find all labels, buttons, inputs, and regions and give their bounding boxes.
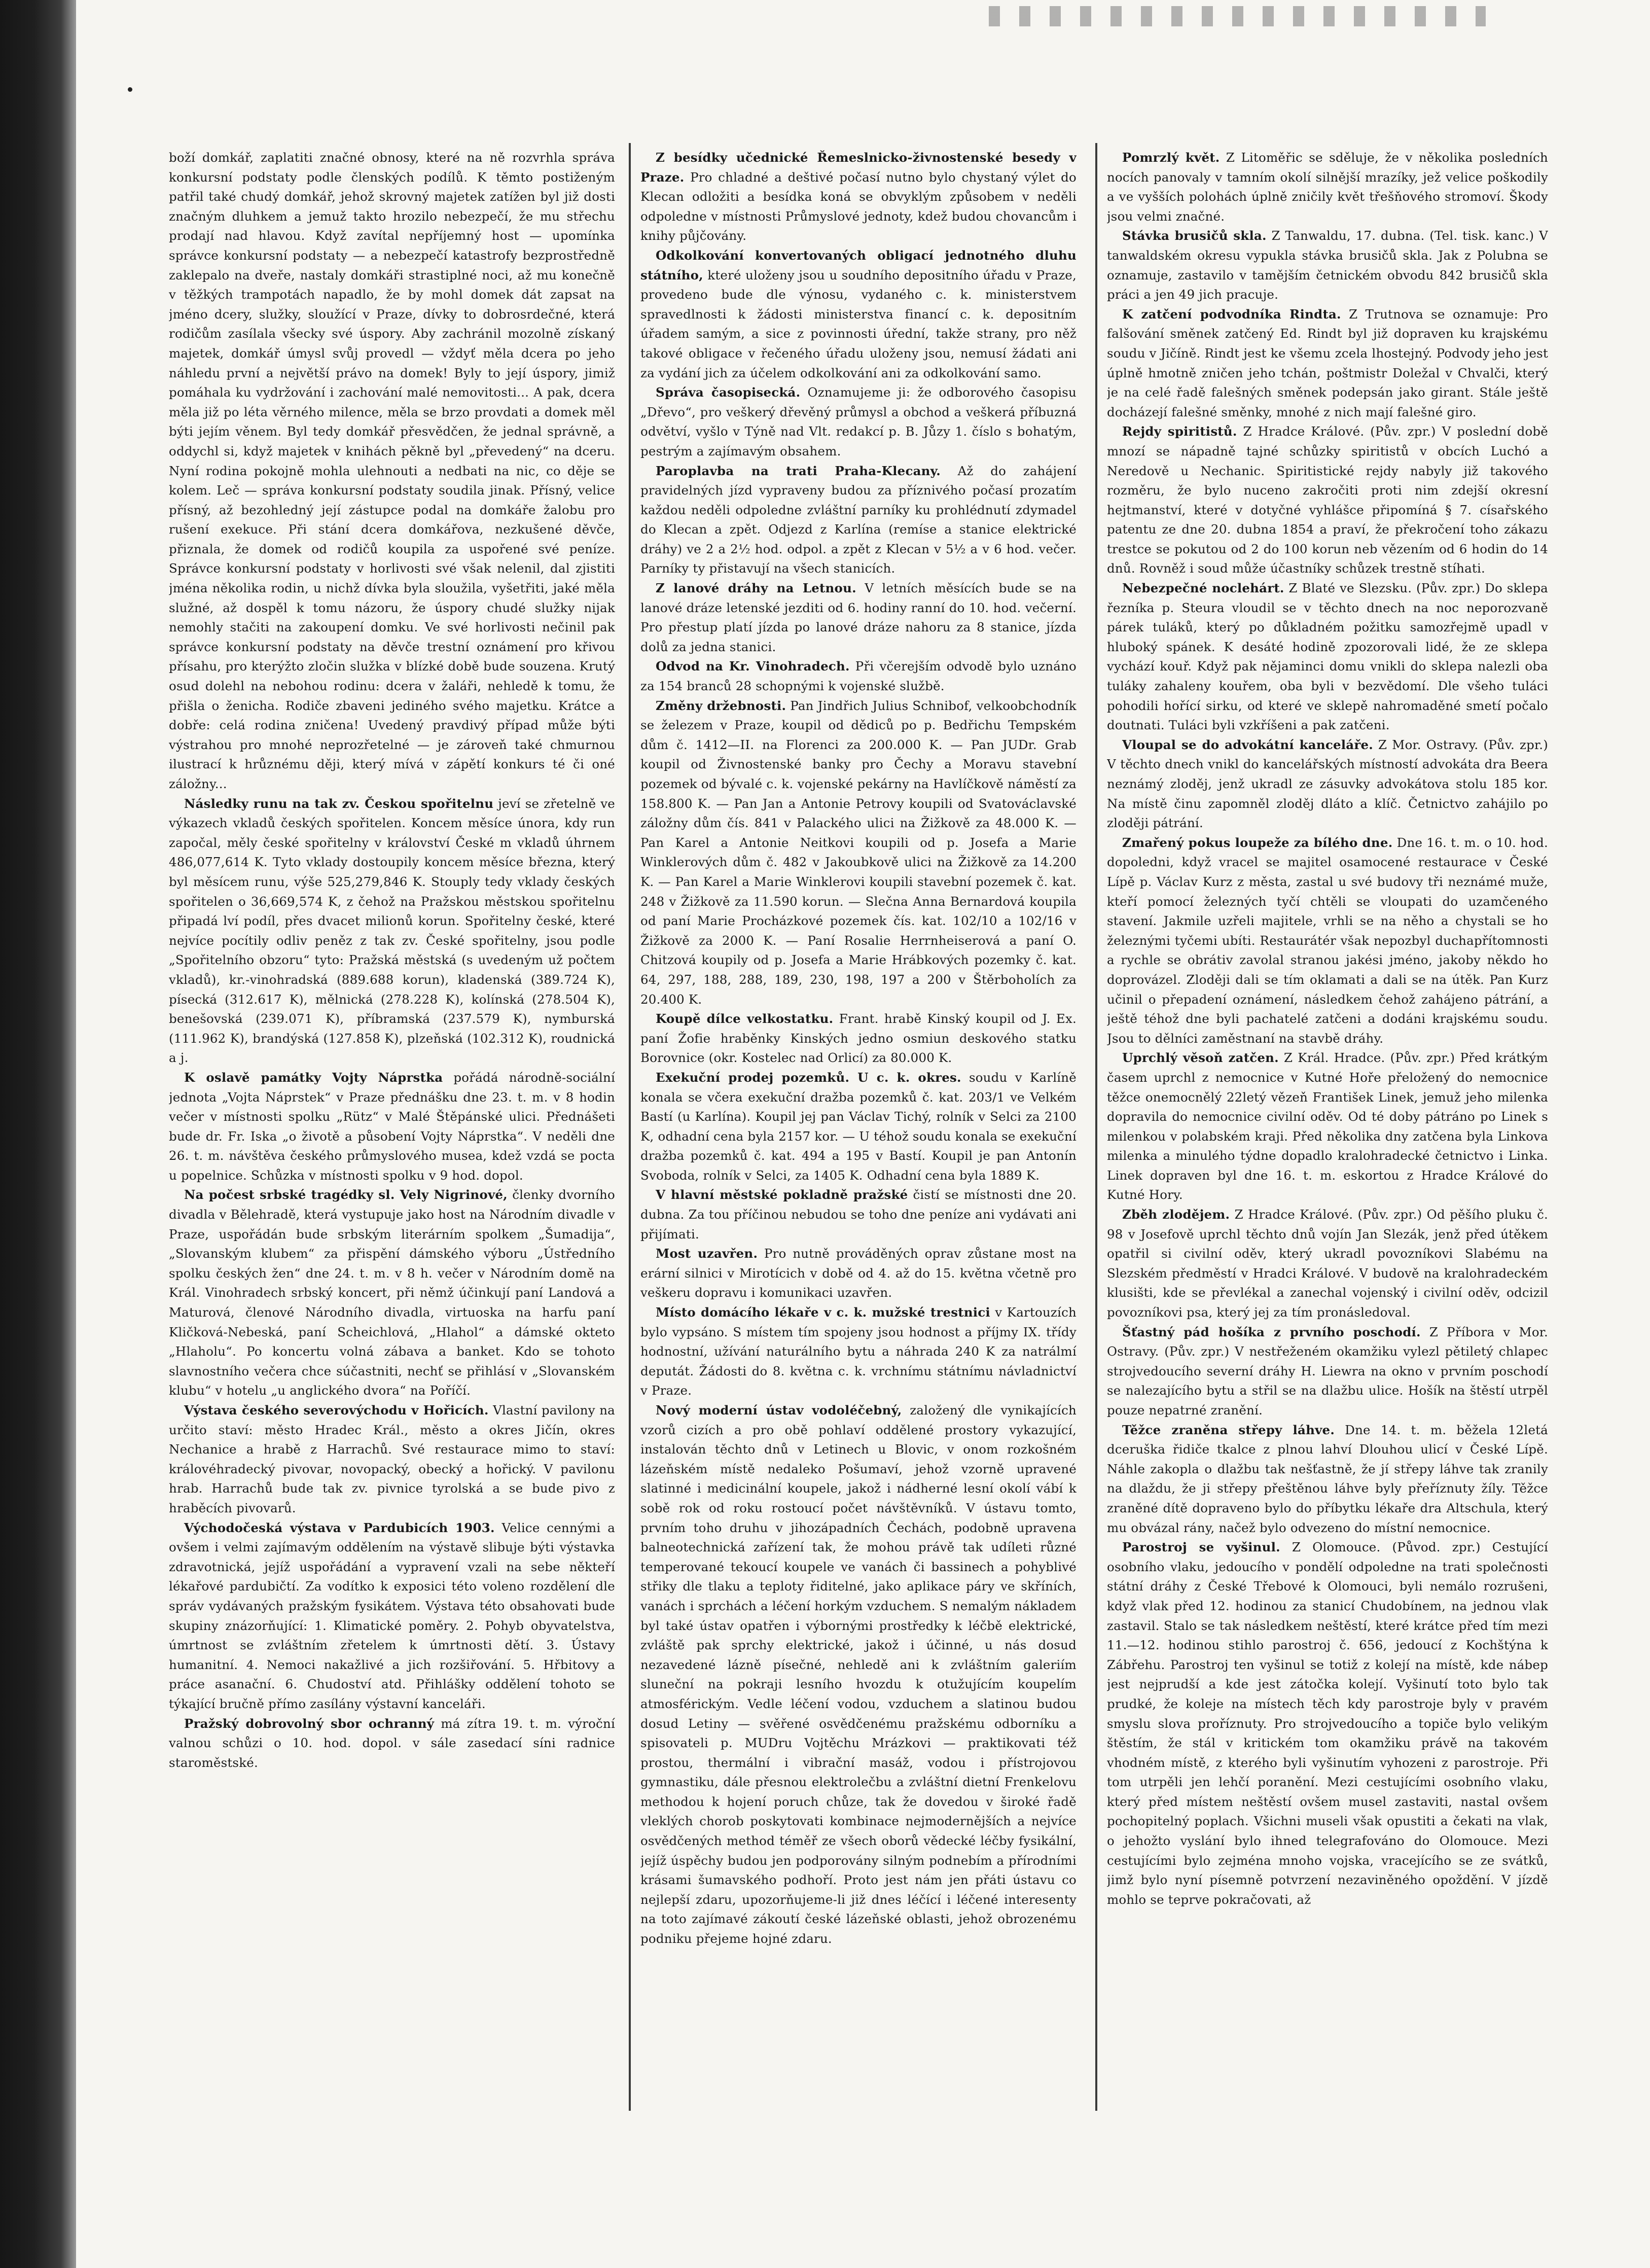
article-heading: Změny držebnosti. bbox=[656, 698, 786, 713]
article: Uprchlý věsoň zatčen. Z Král. Hradce. (Pův. zpr.) Před krátkým časem uprchl z nemocnice v Kutné Hoře přeložený do nemocnice těžce onemocnělý 22letý vězeň František Linek, jemuž jeho milenka dopravila do nemocnice civilní oděv. Od té doby pátráno po Linek s milenkou v polabském kraji. Před několika dny zatčena byla Linkova milenka a minulého týdne dopadlo kralohradecké četnictvo i Linka. Linek dopraven byl dne 16. t. m. eskortou z Hradce Králové do Kutné Hory. bbox=[1107, 1050, 1548, 1202]
article: boží domkář, zaplatiti značné obnosy, které na ně rozvrhla správa konkursní podstaty podle členských podílů. K těmto postiženým patřil také chudý domkář, jehož skrovný majetek zatížen byl již dosti značným dluhkem a jemuž takto hrozilo nebezpečí, že mu střechu prodají nad hlavou. Když zavítal nepříjemný host — upomínka správce konkursní podstaty — a nebezpečí katastrofy bezprostředně zaklepalo na dveře, nastaly domkáři strastiplné noci, až mu konečně v těžkých trampotách napadlo, že by mohl domek dát zapsat na jméno dcery, služky, sloužící v Praze, dívky to dobrosrdečné, která rodičům zasílala všecky své úspory. Aby zachránil mozolně získaný majetek, domkář úmysl svůj provedl — vždyť měla dcera po jeho náhledu první a největší právo na domek! Byly to její úspory, jimiž pomáhala ku vydržování i zachování malé nemovitosti... A pak, dcera měla již po léta věrného milence, měla se brzo provdati a domek měl býti jejím věnem. Byl tedy domkář přesvědčen, že jednal správně, a oddychl si, když majetek v knihách pěkně byl „převedený“ na dceru. Nyní rodina pokojně mohla ulehnouti a nedbati na nic, co děje se kolem. Leč — správa konkursní podstaty soudila jinak. Přísný, velice přísný, až bezohledný její zástupce podal na domkáře žalobu pro rušení exekuce. Při stání dcera domkářova, nezkušené děvče, přiznala, že domek od rodičů koupila za uspořené své peníze. Správce konkursní podstaty v horlivosti své však nelenil, dal zjistiti jména několika rodin, u nichž dívka byla sloužila, vyšetřiti, jaké měla služné, až dospěl k tomu názoru, že úspory chudé služky nijak nemohly stačiti na zakoupení domku. Ve své horlivosti nečinil pak správce konkursní podstaty na děvče trestní oznámení pro křivou přísahu, pro kterýžto zločin služka v blízké době bude souzena. Krutý osud dolehl na nebohou rodinu: dcera v žaláři, nehledě k tomu, že přišla o ženicha. Rodiče zbaveni jediného svého majetku. Krátce a dobře: celá rodina zničena! Uvedený pravdivý případ může býti výstrahou pro mnohé neprozřetelné — je zároveň také chmurnou ilustrací k hrůznému ději, který mívá v zápětí konkurs té či oné záložny... bbox=[169, 150, 615, 791]
article-heading: Z lanové dráhy na Letnou. bbox=[656, 581, 856, 596]
article-heading: Parostroj se vyšinul. bbox=[1122, 1540, 1280, 1555]
article-heading: Šťastný pád hošíka z prvního poschodí. bbox=[1122, 1324, 1421, 1339]
article-heading: K oslavě památky Vojty Náprstka bbox=[184, 1070, 443, 1085]
article: Parostroj se vyšinul. Z Olomouce. (Původ. zpr.) Cestující osobního vlaku, jedoucího v pondělí odpoledne na trati společnosti státní dráhy z České Třebové k Olomouci, byli nemálo rozrušeni, když vlak před 12. hodinou za stanicí Chudobínem, na jednou vlak zastavil. Stalo se tak následkem neštěstí, které krátce před tím mezi 11.—12. hodinou stihlo parostroj č. 656, jedoucí z Kochštýna k Zábřehu. Parostroj ten vyšinul se totiž z kolejí na místě, kde nábep jest nejprudší a kde jest zátočka kolejí. Vyšinutí toto bylo tak prudké, že koleje na místech těch kdy parostroje byly v pravém smyslu slova proříznuty. Pro strojvedoucího a topiče bylo velikým štěstím, že stál v kritickém tom okamžiku právě na takovém vhodném místě, z kterého byli vyšinutím vyhozeni z parostroje. Při tom utrpěli jen lehčí poranění. Mezi cestujícími osobního vlaku, který před místem neštěstí ovšem musel zastaviti, nastal ovšem pochopitelný poplach. Všichni museli však opustiti a čekati na vlak, o jehožto vyslání bylo ihned telegrafováno do Olomouce. Mezi cestujícími bylo zejména mnoho vojska, vracejícího se ze svátků, jimž bylo nyní písemně potvrzení nezaviněného opoždění. V jízdě mohlo se teprve pokračovati, až bbox=[1107, 1540, 1548, 1907]
article: Na počest srbské tragédky sl. Vely Nigrinové, členky dvorního divadla v Bělehradě, která vystupuje jako host na Národním divadle v Praze, uspořádán bude srbským literárním spolkem „Šumadija“, „Slovanským klubem“ za přispění dámského výboru „Ústředního spolku českých žen“ dne 24. t. m. v 8 h. večer v Národním domě na Král. Vinohradech srbský koncert, při němž účinkují paní Landová a Maturová, členové Národního divadla, virtuoska na harfu paní Kličková-Nebeská, paní Scheichlová, „Hlahol“ a dámské okteto „Hlaholu“. Po koncertu volná zábava a banket. Kdo se tohoto slavnostního večera chce súčastniti, nechť se přihlásí v „Slovanském klubu“ v hotelu „u anglického dvora“ na Poříčí. bbox=[169, 1187, 615, 1398]
article-heading: Exekuční prodej pozemků. U c. k. okres. bbox=[656, 1070, 961, 1085]
article: K zatčení podvodníka Rindta. Z Trutnova se oznamuje: Pro falšování směnek zatčený Ed. Rindt byl již dopraven ku krajskému soudu v Jičíně. Rindt jest ke všemu zcela lhostejný. Podvody jeho jest úplně hmotně zničen jeho tchán, poštmistr Doležal v Chvalči, který je na celé řadě falešných směnek podepsán jako girant. Stále ještě docházejí falešné směnky, mnohé z nich mají falešné giro. bbox=[1107, 306, 1548, 419]
article-heading: Vloupal se do advokátní kanceláře. bbox=[1122, 737, 1373, 752]
article-heading: Uprchlý věsoň zatčen. bbox=[1122, 1050, 1279, 1066]
article: Správa časopisecká. Oznamujeme ji: že odborového časopisu „Dřevo“, pro veškerý dřevěný průmysl a obchod a veškerá příbuzná odvětví, vyšlo v Týně nad Vlt. redakcí p. B. Jůzy 1. číslo s bohatým, pestrým a zajímavým obsahem. bbox=[640, 385, 1077, 458]
article-heading: Nový moderní ústav vodoléčebný, bbox=[656, 1403, 902, 1418]
article-heading: Odkolkování konvertovaných obligací jednotného dluhu státního, bbox=[640, 247, 1077, 282]
article-heading: Zmařený pokus loupeže za bílého dne. bbox=[1122, 835, 1393, 850]
article: Zmařený pokus loupeže za bílého dne. Dne 16. t. m. o 10. hod. dopoledni, když vracel se majitel osamocené restaurace v České Lípě p. Václav Kurz z města, zastal u své budovy tři neznámé muže, kteří pomocí železných tyčí chtěli se vloupati do uzamčeného stavení. Jakmile uzřeli majitele, vrhli se na něho a chystali se ho železnými tyčemi ubíti. Restaurátér však nepozbyl duchapřítomnosti a rychle se obrátiv zavolal stranou jakési jméno, jakoby někdo ho doprovázel. Zloději dali se tím oklamati a dali se na útěk. Pan Kurz učinil o přepadení oznámení, následkem čehož zahájeno pátrání, a ještě téhož dne byli pachatelé zatčeni a dodáni krajskému soudu. Jsou to dělníci zaměstnaní na stavbě dráhy. bbox=[1107, 835, 1548, 1046]
article: Těžce zraněna střepy láhve. Dne 14. t. m. běžela 12letá dceruška řidiče tkalce z plnou lahví Dlouhou ulicí v České Lípě. Náhle zakopla o dlažbu tak nešťastně, že jí střepy láhve tak zranily na dlaždu, že ji střepy přeštěnou láhve byly přeříznuty žíly. Těžce zraněné dítě dopraveno bylo do příbytku lékaře dra Altschula, který mu obvázal rány, načež bylo odvezeno do místní nemocnice. bbox=[1107, 1422, 1548, 1535]
print-smudge bbox=[989, 6, 1486, 26]
text-column-1 bbox=[169, 148, 615, 2203]
text-column-3 bbox=[1107, 148, 1548, 2203]
article: Paroplavba na trati Praha-Klecany. Až do zahájení pravidelných jízd vypraveny budou za příznivého počasí prozatím každou neděli odpoledne zvláštní parníky ku prohlédnutí zdymadel do Klecan a zpět. Odjezd z Karlína (remíse a stanice elektrické dráhy) ve 2 a 2½ hod. odpol. a zpět z Klecan v 5½ a v 6 hod. večer. Parníky ty přistavují na všech stanicích. bbox=[640, 463, 1077, 576]
article-heading: K zatčení podvodníka Rindta. bbox=[1122, 306, 1341, 322]
article-heading: Most uzavřen. bbox=[656, 1246, 758, 1261]
article: Šťastný pád hošíka z prvního poschodí. Z Příbora v Mor. Ostravy. (Pův. zpr.) V nestřeženém okamžiku vylezl pětiletý chlapec strojvedoucího severní dráhy H. Liewra na okno v prvním poschodí se nalezajícího bytu a střil se na dlažbu ulice. Hošík na štěstí utrpěl pouze nepatrné zranění. bbox=[1107, 1324, 1548, 1418]
article-heading: Koupě dílce velkostatku. bbox=[656, 1011, 834, 1026]
article-heading: Pražský dobrovolný sbor ochranný bbox=[184, 1716, 435, 1731]
article: Most uzavřen. Pro nutně prováděných oprav zůstane most na erární silnici v Mirotícich v době od 4. až do 15. května včetně pro veškeru dopravu i komunikaci uzavřen. bbox=[640, 1246, 1077, 1300]
article: Místo domácího lékaře v c. k. mužské trestnici v Kartouzích bylo vypsáno. S místem tím spojeny jsou hodnost a příjmy IX. třídy hodnostní, užívání naturálního bytu a náhrada 240 K za natrálmí deputát. Žádosti do 8. května c. k. vrchnímu státnímu návladnictví v Praze. bbox=[640, 1305, 1077, 1398]
article-heading: Odvod na Kr. Vinohradech. bbox=[656, 659, 850, 674]
article: Z lanové dráhy na Letnou. V letních měsících bude se na lanové dráze letenské jezditi od 6. hodiny ranní do 10. hod. večerní. Pro přestup platí jízda po lanové dráze nahoru za 8 stanice, jízda dolů za jedna stanici. bbox=[640, 581, 1077, 654]
article: V hlavní městské pokladně pražské čistí se místnosti dne 20. dubna. Za tou příčinou nebudou se toho dne peníze ani vydávati ani přijímati. bbox=[640, 1187, 1077, 1242]
article: Stávka brusičů skla. Z Tanwaldu, 17. dubna. (Tel. tisk. kanc.) V tanwaldském okresu vypukla stávka brusičů skla. Jak z Polubna se oznamuje, zastavilo v tamějším četnickém obvodu 842 brusičů skla práci a jen 49 jich pracuje. bbox=[1107, 228, 1548, 302]
article-heading: Rejdy spiritistů. bbox=[1122, 424, 1237, 439]
scan-border bbox=[0, 0, 76, 2268]
article: Výstava českého severovýchodu v Hořicích. Vlastní pavilony na určito staví: město Hradec Král., město a okres Jičín, okres Nechanice a hrabě z Harrachů. Své restaurace mimo to staví: královéhradecký pivovar, novopacký, obecký a hořický. V pavilonu hrab. Harrachů bude tak zv. pivnice tyrolská a se bude pivo z hraběcích pivovarů. bbox=[169, 1403, 615, 1515]
article: Pražský dobrovolný sbor ochranný má zítra 19. t. m. výroční valnou schůzi o 10. hod. dopol. v sále zasedací síni radnice staroměstské. bbox=[169, 1716, 615, 1770]
article: Odkolkování konvertovaných obligací jednotného dluhu státního, které uloženy jsou u soudního depositního úřadu v Praze, provedeno bude dle výnosu, vydaného c. k. ministerstvem spravedlnosti k žádosti ministerstva financí c. k. depositním úřadem samým, a sice z povinnosti úřední, takže strany, pro něž takové obligace v řečeného úřadu uloženy jsou, nemusí žádati ani za vydání jich za účelem odkolkování ani za odkolkování samo. bbox=[640, 247, 1077, 380]
article-heading: Výstava českého severovýchodu v Hořicích. bbox=[184, 1403, 489, 1418]
article: Odvod na Kr. Vinohradech. Při včerejším odvodě bylo uznáno za 154 branců 28 schopnými k vojenské službě. bbox=[640, 659, 1077, 694]
article-heading: Následky runu na tak zv. Českou spořitelnu bbox=[184, 796, 494, 811]
article: Vloupal se do advokátní kanceláře. Z Mor. Ostravy. (Pův. zpr.) V těchto dnech vnikl do kancelářských místností advokáta dra Beera neznámý zloděj, jenž ukradl ze zásuvky advokátova stolu 185 kor. Na místě činu zapomněl zloděj dláto a klíč. Četnictvo zahájilo po zloději pátrání. bbox=[1107, 737, 1548, 831]
article-heading: Zběh zlodějem. bbox=[1122, 1207, 1230, 1222]
article-heading: Těžce zraněna střepy láhve. bbox=[1122, 1422, 1335, 1437]
scan-speck bbox=[128, 87, 132, 92]
article: Rejdy spiritistů. Z Hradce Králové. (Pův. zpr.) V poslední době mnozí se nápadně tajné schůzky spiritistů v obcích Luchó a Neredově u Nechanic. Spiritistické rejdy nabyly již takového rozměru, že bylo nuceno zakročiti proti nim zdejší okresní hejtmanství, které v dotyčné vyhlášce připomíná § 7. císařského patentu ze dne 20. dubna 1854 a praví, že překročení toho zákazu trestce se pokutou od 2 do 100 korun neb vězením od 6 hodin do 14 dnů. Rovněž i soud může účastníky schůzek trestně stíhati. bbox=[1107, 424, 1548, 576]
article: Následky runu na tak zv. Českou spořitelnu jeví se zřetelně ve výkazech vkladů českých spořitelen. Koncem měsíce února, kdy run započal, měly české spořitelny v království České m vkladů úhrnem 486,077,614 K. Tyto vklady dostoupily koncem měsíce března, který byl měsícem runu, výše 525,279,846 K. Stouply tedy vklady českých spořitelen o 36,669,574 K, z čehož na Pražskou městskou spořitelnu připadá lví podíl, přes dvacet milionů korun. Spořitelny české, které nejvíce pocítily odliv peněz z tak zv. České spořitelny, jsou podle „Spořitelního obzoru“ tyto: Pražská městská (s uvedeným už počtem vkladů), kr.-vinohradská (889.688 korun), kladenská (389.724 K), písecká (312.617 K), mělnická (278.228 K), kolínská (278.504 K), benešovská (239.071 K), příbramská (237.579 K), nymburská (111.962 K), brandýská (127.858 K), plzeňská (102.312 K), roudnická a j. bbox=[169, 796, 615, 1066]
article-heading: Správa časopisecká. bbox=[656, 385, 801, 400]
article: Nebezpečné noclehárt. Z Blaté ve Slezsku. (Pův. zpr.) Do sklepa řezníka p. Steura vloudil se v těchto dnech na noc neporozvaně párek tuláků, který po důkladném požitku samozřejmě upadl v hluboký spánek. K desáté hodině zpozorovali lidé, že ze sklepa vychází kouř. Když pak nějaminci domu vnikli do sklepa nalezli oba tuláky zahaleny kouřem, oba byli v bezvědomí. Dle všeho tuláci pohodili hořící sirku, od které ve sklepě nahromaděné smetí počalo doutnati. Tuláci byli vzkříšeni a pak zatčeni. bbox=[1107, 581, 1548, 733]
article-heading: Paroplavba na trati Praha-Klecany. bbox=[656, 463, 941, 478]
article: Z besídky učednické Řemeslnicko-živnostenské besedy v Praze. Pro chladné a deštivé počasí nutno bylo chystaný výlet do Klecan odložiti a besídka koná se obvyklým způsobem v neděli odpoledne v místnosti Průmyslové jednoty, kdež budou chovancům i knihy půjčovány. bbox=[640, 150, 1077, 243]
article: Východočeská výstava v Pardubicích 1903. Velice cennými a ovšem i velmi zajímavým oddělením na výstavě slibuje býti výstavka zdravotnická, jejíž uspořádání a vypravení vzali na sebe někteří lékařové pardubičtí. Za vodítko k exposici této voleno rozdělení dle správ vydávaných pražským fysikátem. Výstava této obsahovati bude skupiny znázorňující: 1. Klimatické poměry. 2. Pohyb obyvatelstva, úmrtnost se zvláštním zřetelem k úmrtnosti dětí. 3. Ústavy humanitní. 4. Nemoci nakažlivé a jich rozšiřování. 5. Hřbitovy a práce asanační. 6. Chudoství atd. Přihlášky oddělení tohoto se týkající bručně přímo zasílány výstavní kanceláři. bbox=[169, 1520, 615, 1711]
article: Pomrzlý květ. Z Litoměřic se sděluje, že v několika posledních nocích panovaly v tamním okolí silnější mrazíky, jež velice poškodily a ve vyšších polohách úplně zničily květ třešňového stromoví. Škody jsou velmi značné. bbox=[1107, 150, 1548, 224]
article-heading: Na počest srbské tragédky sl. Vely Nigrinové, bbox=[184, 1187, 508, 1202]
article: K oslavě památky Vojty Náprstka pořádá národně-sociální jednota „Vojta Náprstek“ v Praze přednášku dne 23. t. m. v 8 hodin večer v místnosti spolku „Rütz“ v Malé Štěpánské ulici. Přednášeti bude dr. Fr. Iska „o životě a působení Vojty Náprstka“. V neděli dne 26. t. m. návštěva českého průmyslového musea, kdež vzdá se pocta u popelnice. Schůzka v místnosti spolku v 9 hod. dopol. bbox=[169, 1070, 615, 1183]
article-heading: Nebezpečné noclehárt. bbox=[1122, 581, 1284, 596]
article-heading: V hlavní městské pokladně pražské bbox=[656, 1187, 908, 1202]
article-heading: Z besídky učednické Řemeslnicko-živnostenské besedy v Praze. bbox=[640, 150, 1077, 185]
text-column-2 bbox=[640, 148, 1077, 2203]
article: Koupě dílce velkostatku. Frant. hrabě Kinský koupil od J. Ex. paní Žofie hraběnky Kinských jedno osmiun deskového statku Borovnice (okr. Kostelec nad Orlicí) za 80.000 K. bbox=[640, 1011, 1077, 1066]
article-heading: Pomrzlý květ. bbox=[1122, 150, 1220, 165]
article: Exekuční prodej pozemků. U c. k. okres. soudu v Karlíně konala se včera exekuční dražba pozemků č. kat. 203/1 ve Velkém Bastí (u Karlína). Koupil jej pan Václav Tichý, rolník v Selci za 2100 K, odhadní cena byla 2157 kor. — U téhož soudu konala se exekuční dražba pozemků č. kat. 494 a 195 v Bastí. Koupil je pan Antonín Svoboda, rolník v Selci, za 1405 K. Odhadní cena byla 1889 K. bbox=[640, 1070, 1077, 1183]
article-heading: Stávka brusičů skla. bbox=[1122, 228, 1267, 243]
column-rule bbox=[629, 143, 631, 2111]
article-heading: Místo domácího lékaře v c. k. mužské trestnici bbox=[656, 1305, 990, 1320]
article: Zběh zlodějem. Z Hradce Králové. (Pův. zpr.) Od pěšího pluku č. 98 v Josefově uprchl těchto dnů vojín Jan Slezák, jenž před útěkem opatřil si civilní oděv, který ukradl povozníkovi Slabému na Slezském předměstí v Hradci Králové. V budově na kralohradeckém klusišti, kde se převlékal a zanechal vojenský i civilní oděv, odcizil povozníkovi psa, který jej za tím pronásledoval. bbox=[1107, 1207, 1548, 1320]
article-heading: Východočeská výstava v Pardubicích 1903. bbox=[184, 1520, 495, 1535]
article: Změny držebnosti. Pan Jindřich Julius Schnibof, velkoobchodník se železem v Praze, koupil od dědiců po p. Bedřichu Tempském dům č. 1412—II. na Florenci za 200.000 K. — Pan JUDr. Grab koupil od Živnostenské banky pro Čechy a Moravu stavební pozemek od bývalé c. k. vojenské pekárny na Havlíčkově náměstí za 158.800 K. — Pan Jan a Antonie Petrovy koupili od Svatováclavské záložny dům čís. 841 v Palackého ulici na Žižkově za 48.000 K. — Pan Karel a Antonie Neitkovi koupili od p. Josefa a Marie Winklerových dům č. 482 v Jakoubkově ulici na Žižkově za 14.200 K. — Pan Karel a Marie Winklerovi koupili stavební pozemek č. kat. 248 v Žižkově za 11.590 korun. — Slečna Anna Bernardová koupila od paní Marie Procházkové pozemek čís. kat. 102/10 a 102/16 v Žižkově za 2000 K. — Paní Rosalie Herrnheiserová a paní O. Chitzová koupily od p. Josefa a Marie Hrábkových pozemky č. kat. 64, 297, 188, 288, 189, 230, 198, 197 a 200 v Štěrboholích za 20.400 K. bbox=[640, 698, 1077, 1007]
column-rule bbox=[1095, 143, 1097, 2111]
article: Nový moderní ústav vodoléčebný, založený dle vynikajících vzorů cizích a pro obě pohlaví oddělené prostory vykazující, instalován těchto dnů v Letinech u Blovic, v onom rozkošném lázeňském místě nedaleko Pošumaví, jehož vzorně upravené slatinné i medicinální koupele, jakož i nádherné lesní okolí vábí k sobě rok od roku rostoucí počet návštěvníků. V ústavu tomto, prvním toho druhu v jihozápadních Čechách, podobně upravena balneotechnická zařízení tak, že mohou právě tak udíleti různé temperované tekoucí koupele ve vanách či bassinech a pohyblivé střiky dle tlaku a teploty řiditelné, jako aplikace páry ve skříních, vanách i sprchách a léčení horkým vzduchem. S nemalým nákladem byl také ústav opatřen i výbornými prostředky k léčbě elektrické, zvláště pak sprchy elektrické, jakož i účinné, u nás dosud nezavedené lázně písečné, nehledě ani k zvláštním galeriím sluneční na pokraji lesního hvozdu k otužujícím koupelím atmosférickým. Vedle léčení vodou, vzduchem a slatinou budou dosud Letiny — svěřené osvědčenému pražskému odborníku a spisovateli p. MUDru Vojtěchu Mrázkovi — praktikovati též prostou, thermální i vibrační masáž, vodou i přístrojovou gymnastiku, dále přesnou elektrolečbu a zvláštní dietní Frenkelovu methodou k hojení poruch chůze, tak že dovedou v široké řadě vleklých chorob poskytovati kombinace nejmodernějších a nejvíce osvědčených method téměř ze všech oborů vědecké léčby fysikální, jejíž úspěchy budou jen podporovány silným podnebím a přírodními krásami šumavského podhoří. Proto jest nám jen přáti ústavu co nejlepší zdaru, upozorňujeme-li již dnes léčící i léčené interesenty na toto zajímavé zákoutí české lázeňské oblasti, jehož obrozenému podniku přejeme hojné zdaru. bbox=[640, 1403, 1077, 1946]
